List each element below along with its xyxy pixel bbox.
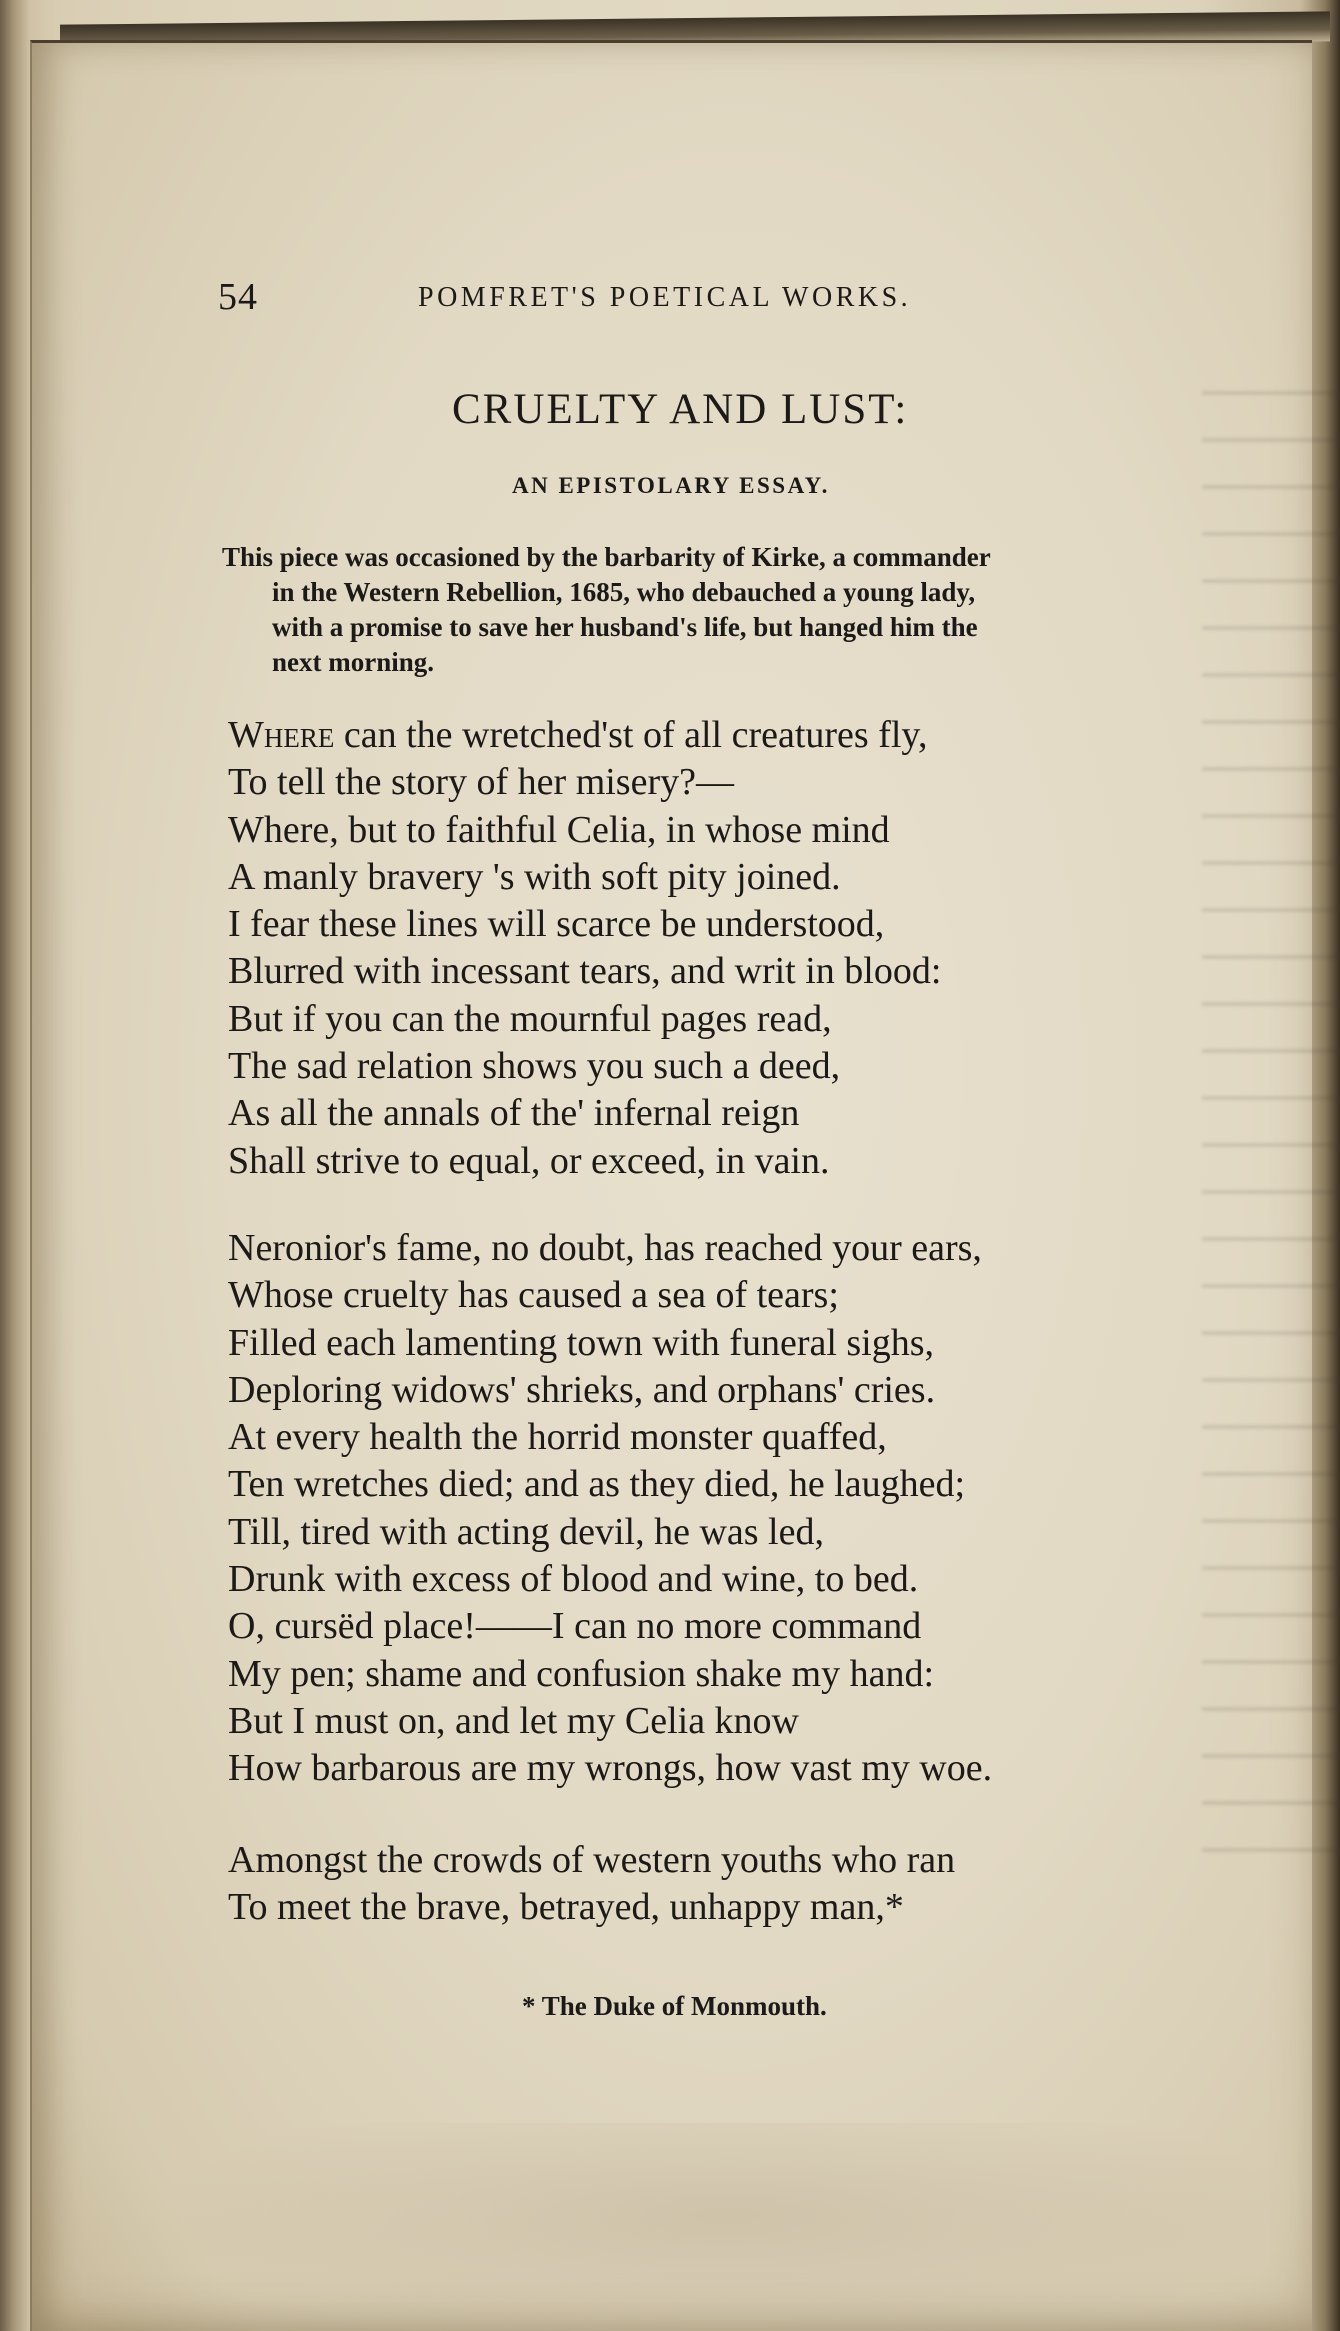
verse-line: Whose cruelty has caused a sea of tears; bbox=[228, 1274, 839, 1317]
headnote-line: with a promise to save her husband's life, but hanged him the bbox=[272, 612, 978, 642]
verse-line: As all the annals of the' infernal reign bbox=[228, 1092, 800, 1135]
book-page bbox=[30, 40, 1312, 2331]
headnote bbox=[222, 540, 1232, 680]
verse-line: Deploring widows' shrieks, and orphans' cries. bbox=[228, 1368, 936, 1411]
verse-line: Amongst the crowds of western youths who ran bbox=[228, 1839, 956, 1881]
poem-title: CRUELTY AND LUST: bbox=[452, 386, 909, 433]
verse-line: Where can the wretched'st of all creatures fly, bbox=[228, 714, 928, 756]
poem-subtitle: AN EPISTOLARY ESSAY. bbox=[512, 473, 830, 498]
verse-line: My pen; shame and confusion shake my hand: bbox=[228, 1652, 935, 1695]
verse-line: Shall strive to equal, or exceed, in vain. bbox=[228, 1139, 830, 1182]
verse-line: Neronior's fame, no doubt, has reached your ears, bbox=[228, 1227, 982, 1269]
stanza-1 bbox=[228, 712, 941, 1185]
verse-line: The sad relation shows you such a deed, bbox=[228, 1045, 841, 1088]
page-stain bbox=[152, 2123, 1302, 2331]
verse-line: How barbarous are my wrongs, how vast my woe. bbox=[228, 1747, 993, 1790]
verse-line: Till, tired with acting devil, he was led, bbox=[228, 1510, 824, 1553]
stanza-2 bbox=[228, 1225, 992, 1793]
opening-word: Where bbox=[228, 714, 335, 756]
stanza-3 bbox=[228, 1837, 955, 1932]
verse-line: O, cursëd place!——I can no more command bbox=[228, 1605, 922, 1648]
running-title: POMFRET'S POETICAL WORKS. bbox=[418, 282, 912, 313]
verse-line: But if you can the mournful pages read, bbox=[228, 997, 832, 1040]
verse-line: I fear these lines will scarce be understood, bbox=[228, 903, 885, 946]
verse-line: But I must on, and let my Celia know bbox=[228, 1699, 800, 1742]
verse-line: At every health the horrid monster quaffed, bbox=[228, 1416, 887, 1459]
headnote-line: in the Western Rebellion, 1685, who debauched a young lady, bbox=[272, 577, 976, 607]
verse-line: Drunk with excess of blood and wine, to bed. bbox=[228, 1558, 919, 1601]
verse-line: A manly bravery 's with soft pity joined. bbox=[228, 855, 841, 898]
verse-line: Blurred with incessant tears, and writ in blood: bbox=[228, 950, 942, 993]
page-number: 54 bbox=[218, 276, 258, 318]
verse-line: To tell the story of her misery?— bbox=[228, 761, 734, 804]
verse-line: Where, but to faithful Celia, in whose mind bbox=[228, 808, 890, 851]
footnote: * The Duke of Monmouth. bbox=[522, 1991, 827, 2021]
headnote-line: next morning. bbox=[272, 647, 434, 677]
verse-line: To meet the brave, betrayed, unhappy man,* bbox=[228, 1886, 904, 1929]
verse-line: Filled each lamenting town with funeral sighs, bbox=[228, 1321, 935, 1364]
verse-line: Ten wretches died; and as they died, he laughed; bbox=[228, 1463, 966, 1506]
headnote-line: This piece was occasioned by the barbarity of Kirke, a commander bbox=[222, 542, 991, 572]
